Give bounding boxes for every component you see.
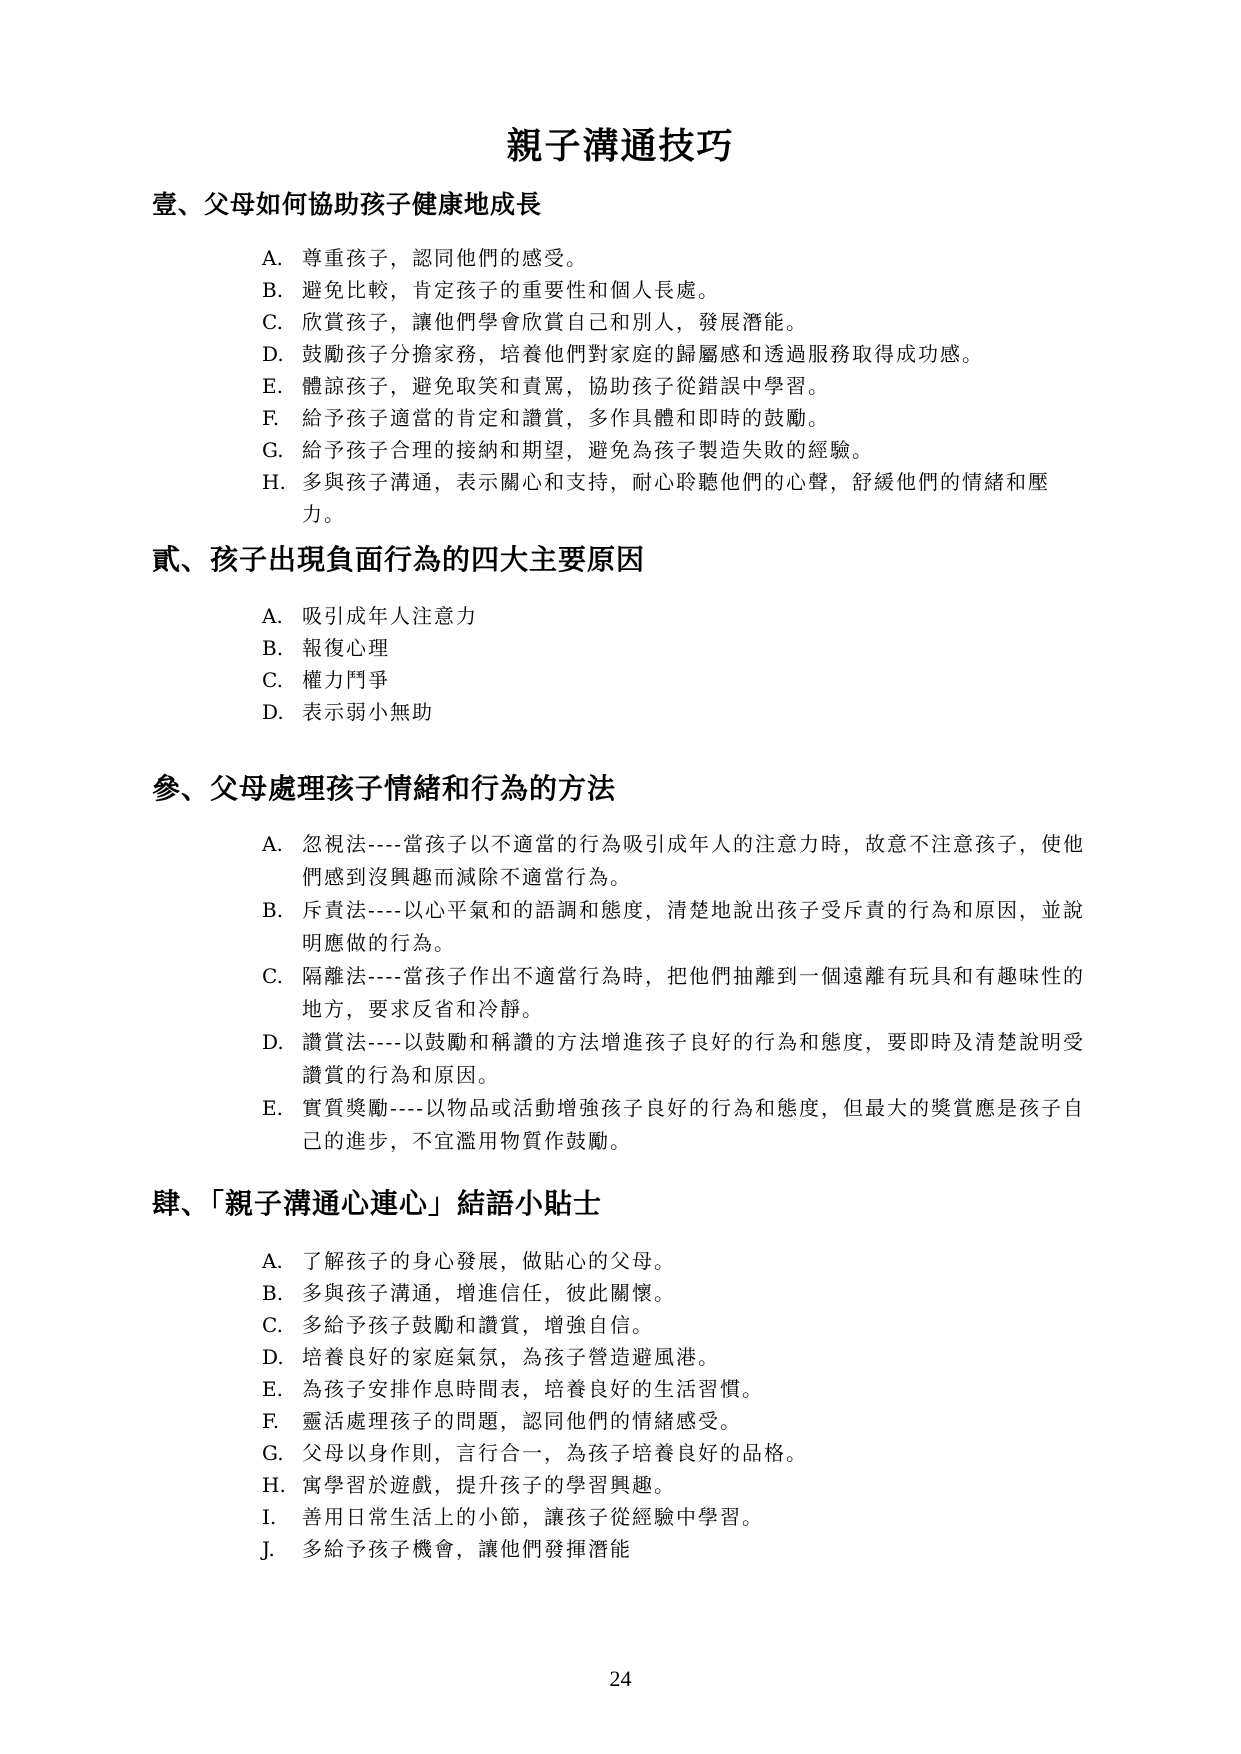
item-text: 鼓勵孩子分擔家務，培養他們對家庭的歸屬感和透過服務取得成功感。	[302, 342, 984, 366]
list-item	[262, 1026, 1092, 1092]
list-item	[262, 370, 1092, 402]
section-4-list	[262, 1245, 1092, 1565]
list-item	[262, 1092, 1092, 1158]
item-marker: G.	[262, 438, 284, 462]
item-marker: J.	[262, 1537, 275, 1561]
list-item	[262, 466, 1092, 530]
item-marker: D.	[262, 700, 284, 724]
list-item	[262, 1501, 1092, 1533]
item-text: 善用日常生活上的小節，讓孩子從經驗中學習。	[302, 1505, 764, 1529]
section-1-list	[262, 242, 1092, 530]
item-text: 多與孩子溝通，增進信任，彼此關懷。	[302, 1281, 676, 1305]
section-heading-4: 肆、「親子溝通心連心」結語小貼士	[152, 1187, 603, 1220]
section-2-list	[262, 600, 1092, 728]
item-marker: A.	[262, 832, 283, 856]
page-number: 24	[609, 1666, 632, 1691]
item-text: 多給予孩子機會，讓他們發揮潛能	[302, 1537, 632, 1561]
list-item	[262, 960, 1092, 1026]
list-item	[262, 1373, 1092, 1405]
item-marker: C.	[262, 964, 283, 988]
item-marker: E.	[262, 374, 283, 398]
item-text: 培養良好的家庭氣氛，為孩子營造避風港。	[302, 1345, 720, 1369]
item-text: 表示弱小無助	[302, 700, 434, 724]
item-text: 了解孩子的身心發展，做貼心的父母。	[302, 1249, 676, 1273]
list-item	[262, 1341, 1092, 1373]
item-text: 避免比較，肯定孩子的重要性和個人長處。	[302, 278, 720, 302]
item-text: 吸引成年人注意力	[302, 604, 478, 628]
item-text: 讚賞法----以鼓勵和稱讚的方法增進孩子良好的行為和態度，要即時及清楚說明受讚賞的行為和原因。	[302, 1030, 1086, 1087]
item-text: 靈活處理孩子的問題，認同他們的情緒感受。	[302, 1409, 742, 1433]
item-marker: A.	[262, 604, 283, 628]
list-item	[262, 306, 1092, 338]
item-text: 實質獎勵----以物品或活動增強孩子良好的行為和態度，但最大的獎賞應是孩子自己的進步，不宜濫用物質作鼓勵。	[302, 1096, 1086, 1153]
list-item	[262, 434, 1092, 466]
item-marker: D.	[262, 1345, 284, 1369]
item-text: 報復心理	[302, 636, 390, 660]
item-marker: C.	[262, 668, 283, 692]
item-marker: A.	[262, 246, 283, 270]
item-marker: A.	[262, 1249, 283, 1273]
item-marker: B.	[262, 636, 284, 660]
list-item	[262, 894, 1092, 960]
list-item	[262, 1469, 1092, 1501]
item-text: 忽視法----當孩子以不適當的行為吸引成年人的注意力時，故意不注意孩子，使他們感到沒興趣而減除不適當行為。	[302, 832, 1086, 889]
list-item	[262, 1405, 1092, 1437]
section-heading-2: 貳、孩子出現負面行為的四大主要原因	[152, 543, 646, 576]
item-marker: G.	[262, 1441, 284, 1465]
section-heading-1: 壹、父母如何協助孩子健康地成長	[152, 190, 543, 219]
page-title: 親子溝通技巧	[506, 126, 735, 167]
item-marker: F.	[262, 406, 280, 430]
section-heading-3: 參、父母處理孩子情緒和行為的方法	[152, 772, 617, 805]
item-marker: D.	[262, 342, 284, 366]
item-text: 給予孩子合理的接納和期望，避免為孩子製造失敗的經驗。	[302, 438, 874, 462]
item-text: 寓學習於遊戲，提升孩子的學習興趣。	[302, 1473, 676, 1497]
item-text: 權力鬥爭	[302, 668, 390, 692]
item-marker: H.	[262, 470, 286, 494]
list-item	[262, 338, 1092, 370]
list-item	[262, 242, 1092, 274]
list-item	[262, 828, 1092, 894]
list-item	[262, 1277, 1092, 1309]
item-text: 體諒孩子，避免取笑和責罵，協助孩子從錯誤中學習。	[302, 374, 830, 398]
item-marker: B.	[262, 278, 284, 302]
item-text: 給予孩子適當的肯定和讚賞，多作具體和即時的鼓勵。	[302, 406, 830, 430]
item-text: 多與孩子溝通，表示關心和支持，耐心聆聽他們的心聲，舒緩他們的情緒和壓力。	[302, 470, 1050, 526]
item-text: 多給予孩子鼓勵和讚賞，增強自信。	[302, 1313, 654, 1337]
list-item	[262, 632, 1092, 664]
item-marker: B.	[262, 1281, 284, 1305]
item-marker: D.	[262, 1030, 284, 1054]
item-marker: I.	[262, 1505, 277, 1529]
item-marker: E.	[262, 1377, 283, 1401]
list-item	[262, 1533, 1092, 1565]
list-item	[262, 1245, 1092, 1277]
list-item	[262, 402, 1092, 434]
section-3-list	[262, 828, 1092, 1158]
item-text: 斥責法----以心平氣和的語調和態度，清楚地說出孩子受斥責的行為和原因，並說明應做的行為。	[302, 898, 1086, 955]
item-marker: B.	[262, 898, 284, 922]
list-item	[262, 664, 1092, 696]
list-item	[262, 696, 1092, 728]
list-item	[262, 1437, 1092, 1469]
item-marker: F.	[262, 1409, 280, 1433]
item-text: 尊重孩子，認同他們的感受。	[302, 246, 588, 270]
item-text: 隔離法----當孩子作出不適當行為時，把他們抽離到一個遠離有玩具和有趣味性的地方，要求反省和冷靜。	[302, 964, 1086, 1021]
list-item	[262, 600, 1092, 632]
item-marker: E.	[262, 1096, 283, 1120]
item-text: 為孩子安排作息時間表，培養良好的生活習慣。	[302, 1377, 764, 1401]
item-text: 欣賞孩子，讓他們學會欣賞自己和別人，發展潛能。	[302, 310, 808, 334]
item-marker: C.	[262, 1313, 283, 1337]
list-item	[262, 1309, 1092, 1341]
item-text: 父母以身作則，言行合一，為孩子培養良好的品格。	[302, 1441, 808, 1465]
item-marker: C.	[262, 310, 283, 334]
item-marker: H.	[262, 1473, 286, 1497]
list-item	[262, 274, 1092, 306]
